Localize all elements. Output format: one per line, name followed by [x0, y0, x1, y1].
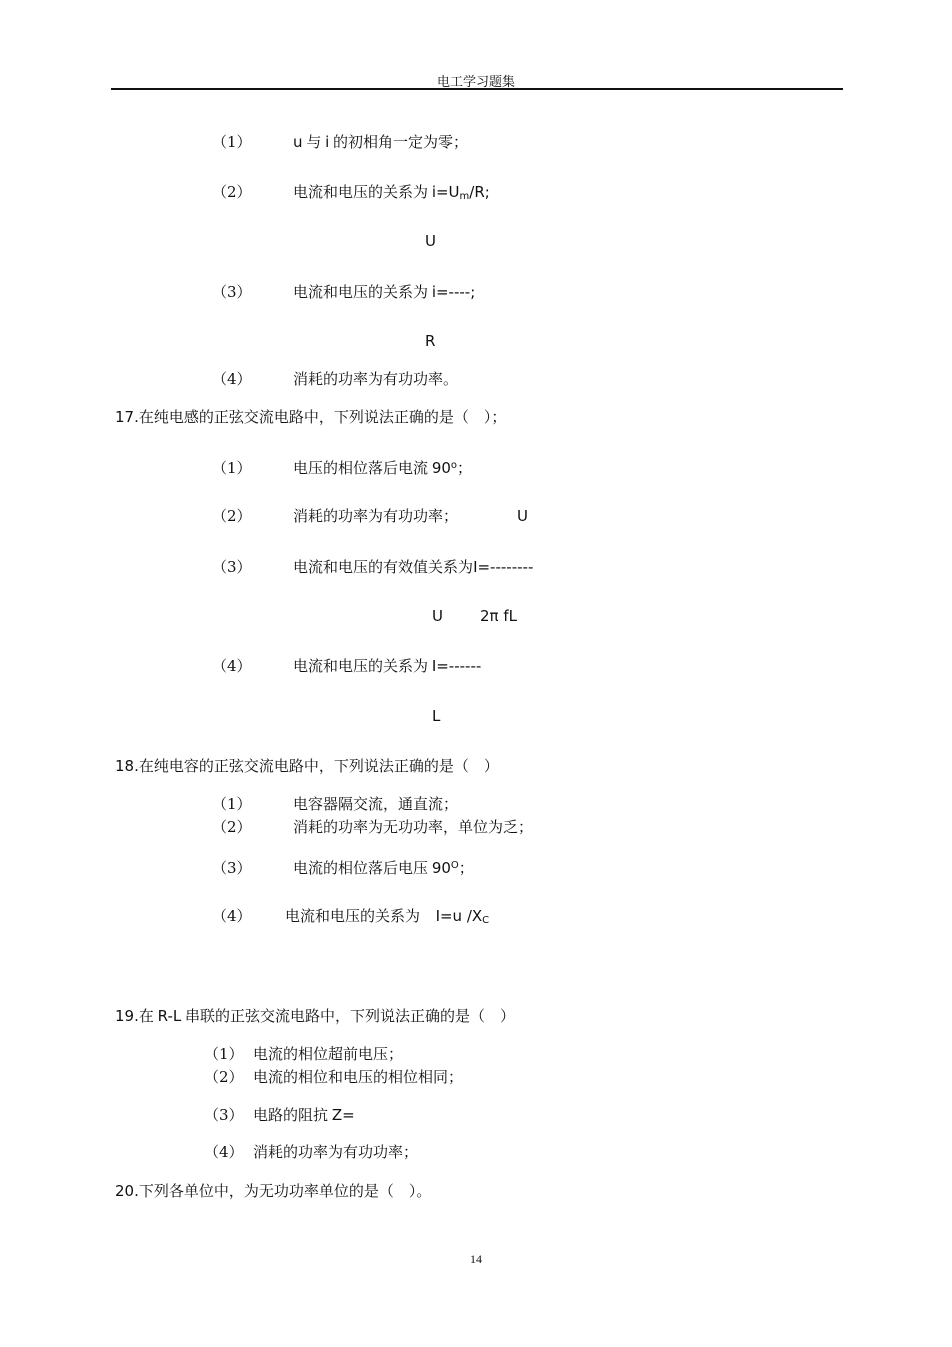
option-number: （3）	[212, 283, 252, 301]
formula-text: i=U	[431, 183, 460, 201]
option-text: 的初相角一定为零；	[333, 133, 469, 151]
q17-fraction-numerator-u: U	[432, 607, 443, 625]
option-text: 与	[306, 133, 322, 151]
option-text: ；	[458, 859, 474, 877]
q16-fraction-denominator: R	[425, 332, 436, 350]
option-number: （1）	[212, 459, 252, 477]
option-text: ；	[457, 459, 473, 477]
q18-option-1	[212, 795, 458, 814]
option-number: （4）	[204, 1143, 244, 1161]
header-divider	[111, 88, 843, 90]
option-number: （1）	[204, 1045, 244, 1063]
header-title: 电工学习题集	[436, 75, 515, 90]
degree-superscript: O	[450, 860, 459, 871]
q18-option-2	[212, 818, 533, 837]
q16-option-3	[212, 283, 475, 302]
q17-stem	[115, 408, 506, 427]
q17-fraction-denominator-l: L	[432, 707, 441, 725]
option-text: 电流的相位落后电压	[293, 859, 429, 877]
q19-option-2	[204, 1068, 463, 1087]
question-text: 串联的正弦交流电路中，下列说法正确的是（ ）	[184, 1007, 515, 1025]
formula-subscript: C	[482, 915, 490, 926]
option-text: 电路的阻抗	[253, 1106, 329, 1124]
option-number: （4）	[212, 657, 252, 675]
option-number: （3）	[212, 859, 252, 877]
option-number: （2）	[204, 1068, 244, 1086]
degree-superscript: o	[450, 460, 458, 471]
option-number: （4）	[212, 370, 252, 388]
option-number: （3）	[212, 558, 252, 576]
formula-text: 90	[431, 859, 451, 877]
option-text: 消耗的功率为无功功率，单位为乏；	[293, 818, 534, 836]
question-text: 在	[138, 1007, 154, 1025]
formula-subscript: m	[459, 191, 470, 202]
option-number: （2）	[212, 507, 252, 525]
formula-text: I=u /X	[435, 907, 483, 925]
q16-option-2	[212, 183, 490, 206]
q17-option-4	[212, 657, 481, 676]
q19-option-1	[204, 1045, 403, 1064]
question-text: 在纯电感的正弦交流电路中，下列说法正确的是（ ）；	[138, 408, 507, 426]
option-number: （1）	[212, 133, 252, 151]
option-text: 电流的相位超前电压；	[253, 1045, 404, 1063]
q17-fraction-numerator: U	[517, 507, 528, 525]
q19-stem	[115, 1007, 515, 1026]
q17-option-1	[212, 457, 472, 478]
question-text: 下列各单位中，为无功功率单位的是（ ）。	[138, 1182, 432, 1200]
option-text: 电流和电压的有效值关系为	[293, 558, 474, 576]
formula-text: I=------	[431, 657, 482, 675]
q19-option-4	[204, 1143, 418, 1162]
formula-text: i=----;	[431, 283, 476, 301]
q17-option-2	[212, 507, 458, 526]
question-number: 17.	[115, 408, 139, 426]
question-number: 18.	[115, 757, 139, 775]
option-text: 电容器隔交流，通直流；	[293, 795, 459, 813]
option-text: 电流和电压的关系为	[293, 283, 429, 301]
option-text: 电流和电压的关系为	[285, 907, 421, 925]
formula-text: i	[325, 133, 330, 151]
option-text: 消耗的功率为有功功率。	[293, 370, 459, 388]
q18-option-3	[212, 857, 474, 878]
formula-text: u	[293, 133, 303, 151]
formula-text: R-L	[157, 1007, 182, 1025]
q20-stem	[115, 1182, 431, 1201]
formula-text: 90	[431, 459, 451, 477]
option-text: 电流的相位和电压的相位相同；	[253, 1068, 464, 1086]
option-number: （3）	[204, 1106, 244, 1124]
option-number: （4）	[212, 907, 252, 925]
option-text: 消耗的功率为有功功率；	[293, 507, 459, 525]
question-number: 19.	[115, 1007, 139, 1025]
page-number: 14	[470, 1252, 482, 1266]
question-text: 在纯电容的正弦交流电路中，下列说法正确的是（ ）	[138, 757, 499, 775]
option-text: 电流和电压的关系为	[293, 657, 429, 675]
formula-text: I=--------	[473, 558, 534, 576]
question-number: 20.	[115, 1182, 139, 1200]
option-text: 消耗的功率为有功功率；	[253, 1143, 419, 1161]
q17-fraction-denominator: 2π fL	[480, 607, 517, 625]
formula-text: Z=	[331, 1106, 355, 1124]
q16-option-4	[212, 370, 458, 389]
q18-stem	[115, 757, 499, 776]
q17-option-3	[212, 558, 533, 577]
option-text: 电压的相位落后电流	[293, 459, 429, 477]
option-number: （2）	[212, 183, 252, 201]
option-number: （1）	[212, 795, 252, 813]
q16-fraction-numerator: U	[425, 232, 436, 250]
q19-option-3	[204, 1106, 355, 1125]
q18-option-4	[212, 907, 489, 930]
formula-text: /R;	[469, 183, 490, 201]
q16-option-1	[212, 133, 468, 152]
option-number: （2）	[212, 818, 252, 836]
option-text: 电流和电压的关系为	[293, 183, 429, 201]
